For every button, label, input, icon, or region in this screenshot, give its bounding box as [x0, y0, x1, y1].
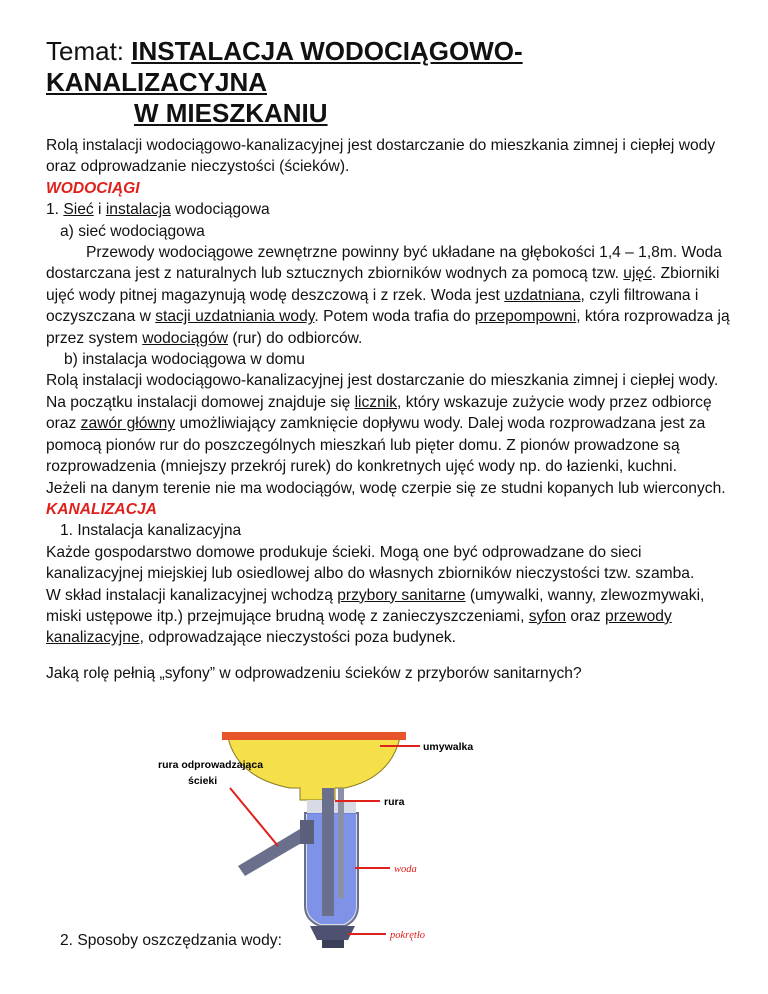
title-line2: W MIESZKANIU	[134, 98, 328, 128]
sewage-paragraph: Każde gospodarstwo domowe produkuje ścieki. Mogą one być odprowadzane do sieci kanalizacyjnej miejskiej lub osiedlowej albo do własnych zbiorników nieczystości tzw. szamba.	[46, 543, 695, 583]
label-rura-odpr-1: rura odprowadzająca	[158, 759, 264, 771]
wells-paragraph: Jeżeli na danym terenie nie ma wodociągów, wodę czerpie się ze studni kopanych lub wierconych.	[46, 479, 726, 497]
title-prefix: Temat:	[46, 36, 132, 66]
document-page	[46, 36, 736, 684]
heading-wodociagi: WODOCIĄGI	[46, 179, 140, 197]
question: Jaką rolę pełnią „syfony” w odprowadzeniu ścieków z przyborów sanitarnych?	[46, 664, 582, 682]
intro-paragraph: Rolą instalacji wodociągowo-kanalizacyjnej jest dostarczanie do mieszkania zimnej i ciepłej wody oraz odprowadzanie nieczystości (ścieków).	[46, 137, 716, 176]
label-pokretlo: pokrętło	[390, 930, 425, 941]
title-main: INSTALACJA WODOCIĄGOWO-KANALIZACYJNA	[46, 36, 523, 97]
basin-rim	[222, 732, 406, 740]
sub-b: b) instalacja wodociągowa w domu	[64, 351, 305, 369]
home-installation-paragraph: Rolą instalacji wodociągowo-kanalizacyjnej jest dostarczanie do mieszkania zimnej i ciepłej wody.	[46, 372, 719, 390]
water-network-paragraph: Przewody wodociągowe zewnętrzne powinny być układane na głębokości 1,4 – 1,8m. Woda dostarczana jest z naturalnych lub sztucznych zbiorników wodnych za pomocą tzw. ujęć. Zbiorniki ujęć wody pitnej magazynują wodę deszczową i z rzek. Woda jest uzdatniana, czyli filtrowana i oczyszczana w stacji uzdatniania wody. Potem woda trafia do przepompowni, która rozprowadza ją przez system wodociągów (rur) do odbiorców.	[46, 244, 730, 347]
item-1-water: 1. Sieć i instalacja wodociągowa	[46, 201, 270, 219]
outlet-collar	[300, 820, 314, 844]
pointer-odpr	[230, 788, 278, 846]
cap-knob	[322, 940, 344, 948]
page-title	[46, 36, 736, 129]
fixtures-paragraph: W skład instalacji kanalizacyjnej wchodzą przybory sanitarne (umywalki, wanny, zlewozmywaki, miski ustępowe itp.) przejmujące brudną wodę z zanieczyszczeniami, syfon oraz przewody kanalizacyjne, odprowadzające nieczystości poza budynek.	[46, 586, 705, 647]
document-body	[46, 135, 736, 684]
sub-a: a) sieć wodociągowa	[60, 222, 205, 240]
inner-pipe	[322, 788, 334, 916]
item-1-sewage: 1. Instalacja kanalizacyjna	[60, 522, 242, 540]
label-umywalka: umywalka	[423, 741, 474, 753]
label-rura-odpr-2: ścieki	[188, 775, 218, 787]
label-woda: woda	[394, 864, 417, 875]
outlet-pipe	[238, 826, 310, 876]
meter-paragraph: Na początku instalacji domowej znajduje się licznik, który wskazuje zużycie wody przez odbiorcę oraz zawór główny umożliwiający zamknięcie dopływu wody. Dalej woda rozprowadzana jest za pomocą pionów rur do poszczególnych mieszkań lub pięter domu. Z pionów prowadzone są rozprowadzenia (mniejszy przekrój rurek) do konkretnych ujęć wody np. do łazienki, kuchni.	[46, 393, 712, 476]
heading-kanalizacja: KANALIZACJA	[46, 500, 157, 518]
label-rura: rura	[384, 796, 405, 808]
siphon-diagram	[150, 728, 530, 958]
item-2: 2. Sposoby oszczędzania wody:	[60, 932, 282, 949]
inner-pipe-right	[338, 788, 344, 898]
